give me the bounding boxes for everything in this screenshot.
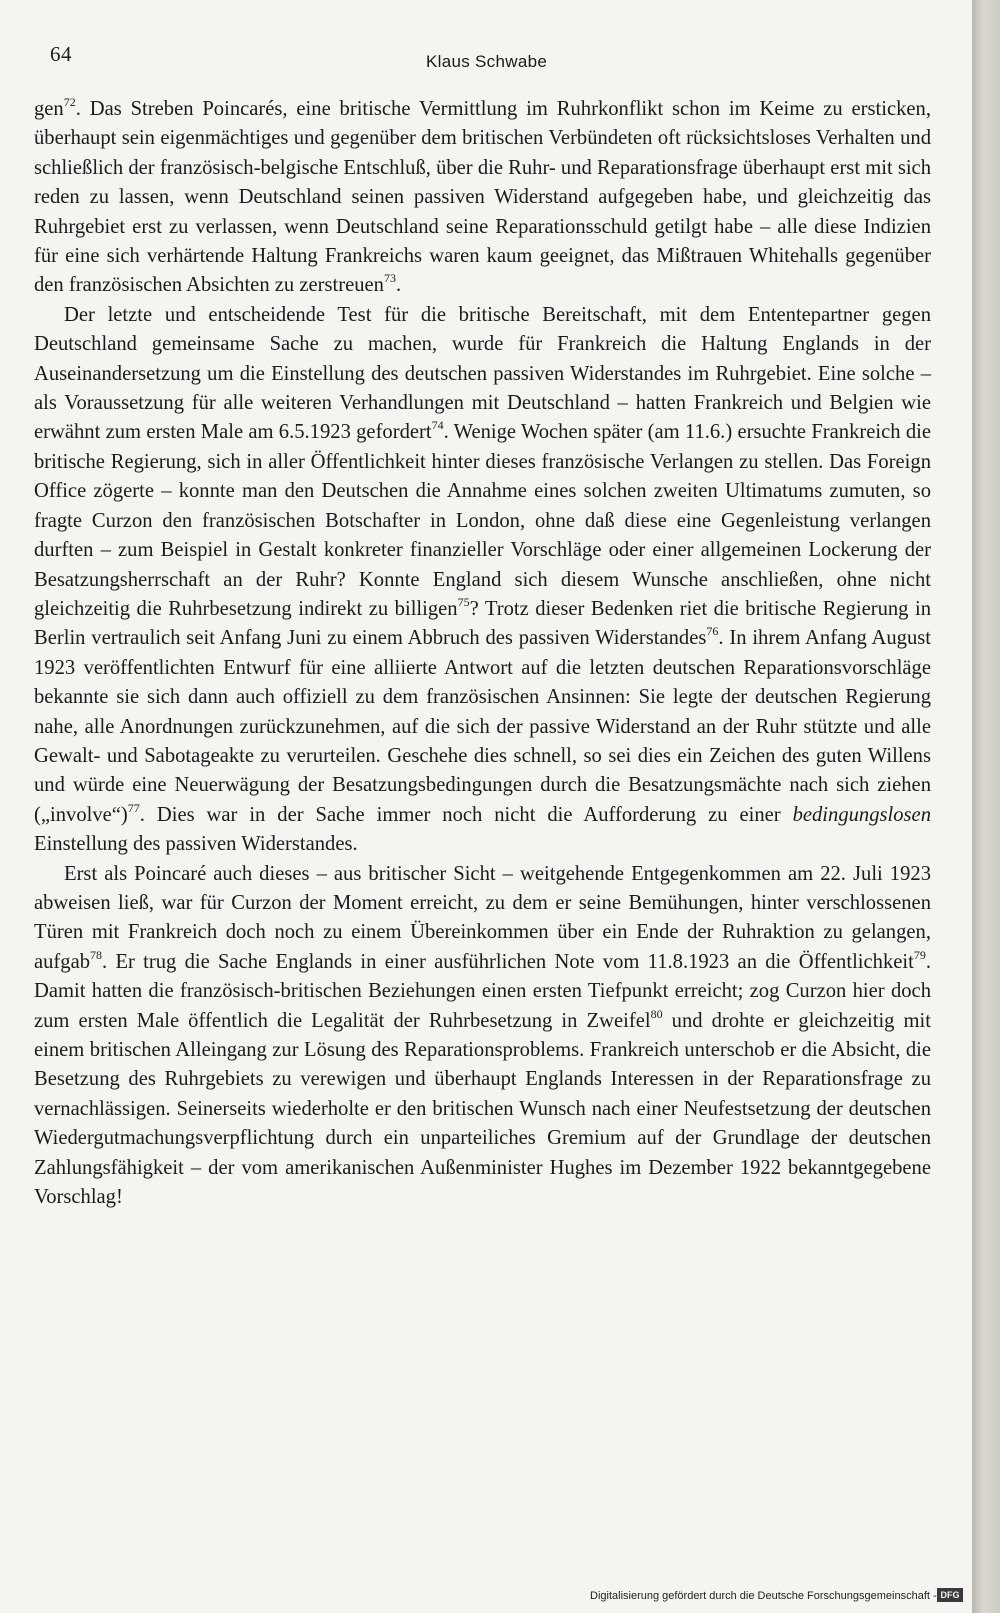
text-run: . In ihrem Anfang August 1923 veröffentlichten Entwurf für eine alliierte Antwort auf die letzten deutschen Reparationsvorschläge bekannte sie sich dann auch offiziell zu dem französischen Ansinnen: Sie legte der deutschen Regierung nahe, alle Anordnungen zurückzunehmen, auf die sich der passive Widerstand an der Ruhr stützte und alle Gewalt- und Sabotageakte zu verurteilen. Geschehe dies schnell, so sei dies ein Zeichen des guten Willens und würde eine Neuerwägung der Besatzungsbedingungen durch die Besatzungsmächte nach sich ziehen („involve“) <box>34 627 932 826</box>
text-run: Einstellung des passiven Widerstandes. <box>34 833 358 856</box>
paragraph <box>34 860 931 1213</box>
footnote-marker: 72 <box>63 95 76 109</box>
text-run: . Wenige Wochen später (am 11.6.) ersuchte Frankreich die britische Regierung, sich in aller Öffentlichkeit hinter dieses französische Verlangen zu stellen. Das Foreign Office zögerte – konnte man den Deutschen die Annahme eines solchen zweiten Ultimatums zumuten, so fragte Curzon den französischen Botschafter in London, ohne daß diese eine Gegenleistung verlangen durften – zum Beispiel in Gestalt konkreter finanzieller Vorschläge oder einer allgemeinen Lockerung der Besatzungsherrschaft an der Ruhr? Konnte England sich diesem Wunsche anschließen, ohne nicht gleichzeitig die Ruhrbesetzung indirekt zu billigen <box>34 421 931 620</box>
text-run: . Er trug die Sache Englands in einer ausführlichen Note vom 11.8.1923 an die Öffentlichkeit <box>102 950 914 973</box>
footnote-marker: 79 <box>913 947 926 962</box>
text-run: . Damit hatten die französisch-britischen Beziehungen einen ersten Tiefpunkt erreicht; zog Curzon hier doch zum ersten Male öffentlich die Legalität der Ruhrbesetzung in Zweifel <box>34 950 931 1032</box>
text-run: . Dies war in der Sache immer noch nicht die Aufforderung zu einer <box>139 803 793 826</box>
digitization-credit: Digitalisierung gefördert durch die Deutsche Forschungsgemeinschaft - <box>590 1590 937 1602</box>
page-edge <box>972 0 1000 1613</box>
text-run: und drohte er gleichzeitig mit einem britischen Alleingang zur Lösung des Reparationsproblems. Frankreich unterschob er die Absicht, die Besetzung des Ruhrgebiets zu verewigen und überhaupt Englands Interessen in der Reparationsfrage zu vernachlässigen. Seinerseits wiederholte er den britischen Wunsch nach einer Neufestsetzung der deutschen Wiedergutmachungsverpflichtung durch ein unparteiliches Gremium auf der Grundlage der deutschen Zahlungsfähigkeit – der vom amerikanischen Außenminister Hughes im Dezember 1922 bekanntgegebene Vorschlag! <box>34 1009 932 1209</box>
footnote-marker: 76 <box>706 624 719 639</box>
dfg-logo: DFG <box>937 1588 963 1602</box>
footnote-marker: 77 <box>127 800 140 815</box>
footnote-marker: 73 <box>383 271 396 286</box>
footnote-marker: 75 <box>457 594 470 609</box>
text-run: Erst als Poincaré auch dieses – aus britischer Sicht – weitgehende Entgegenkommen am 22. Juli 1923 abweisen ließ, war für Curzon der Moment erreicht, zu dem er seine Bemühungen, hinter verschlossenen Türen mit Frankreich doch noch zu einem Übereinkommen über ein Ende der Ruhraktion zu gelangen, aufgab <box>34 862 931 973</box>
footnote-marker: 80 <box>650 1006 663 1021</box>
text-run: Der letzte und entscheidende Test für die britische Bereitschaft, mit dem Ententepartner gegen Deutschland gemeinsame Sache zu machen, wurde für Frankreich die Haltung Englands in der Auseinandersetzung um die Einstellung des deutschen passiven Widerstandes im Ruhrgebiet. Eine solche – als Voraussetzung für alle weiteren Verhandlungen mit Deutschland – hatten Frankreich und Belgien wie erwähnt zum ersten Male am 6.5.1923 gefordert <box>34 303 931 444</box>
emphasized-text: bedingungslosen <box>792 803 931 826</box>
text-run: . Das Streben Poincarés, eine britische Vermittlung im Ruhrkonflikt schon im Keime zu ersticken, überhaupt sein eigenmächtiges und gegenüber dem britischen Verbündeten oft rücksichtsloses Verhalten und schließlich der französisch-belgische Entschluß, über die Ruhr- und Reparationsfrage überhaupt erst mit sich reden zu lassen, wenn Deutschland seinen passiven Widerstand aufgegeben habe, und gleichzeitig das Ruhrgebiet erst zu verlassen, wenn Deutschland seine Reparationsschuld getilgt habe – alle diese Indizien für eine sich verhärtende Haltung Frankreichs waren kaum geeignet, das Mißtrauen Whitehalls gegenüber den französischen Absichten zu zerstreuen <box>34 98 931 297</box>
text-run: ? Trotz dieser Bedenken riet die britische Regierung in Berlin vertraulich seit Anfang Juni zu einem Abbruch des passiven Widerstandes <box>34 597 931 650</box>
running-head-author: Klaus Schwabe <box>426 52 548 71</box>
page-number: 64 <box>50 42 72 66</box>
paragraph <box>34 301 931 860</box>
footnote-marker: 74 <box>431 418 444 433</box>
body-text <box>34 95 931 1212</box>
paragraph <box>34 95 931 301</box>
text-run: gen <box>34 98 64 120</box>
text-run: . <box>395 274 402 297</box>
footnote-marker: 78 <box>90 947 103 962</box>
